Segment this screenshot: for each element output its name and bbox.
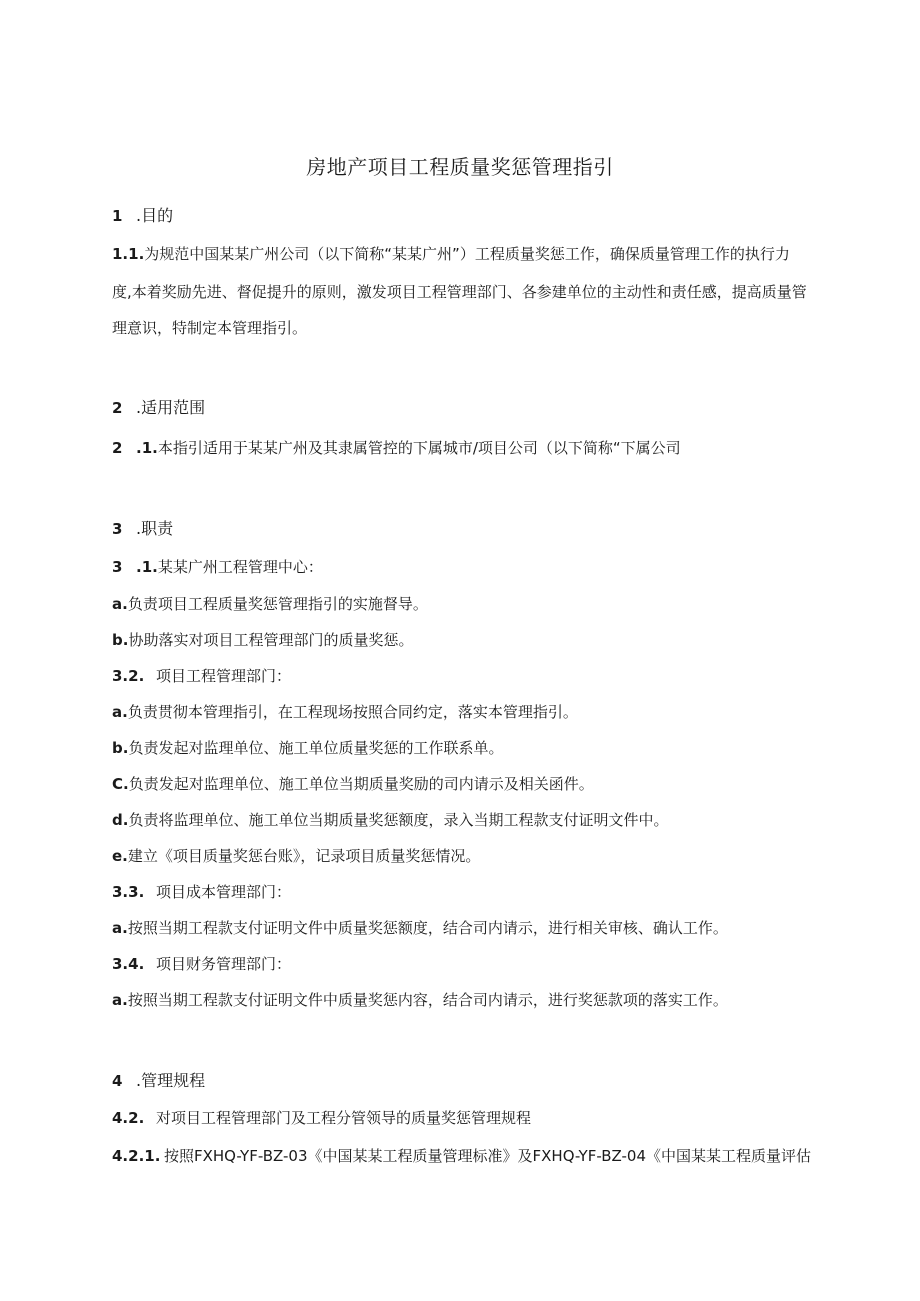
list-item-3-1-a — [112, 594, 428, 614]
section-3-heading — [112, 519, 173, 539]
list-item-3-4-a — [112, 990, 728, 1010]
item-marker: d. — [112, 811, 129, 829]
item-marker: b. — [112, 739, 129, 757]
section-number: 4 — [112, 1072, 123, 1090]
clause-number: 4.2. — [112, 1109, 145, 1127]
item-marker: e. — [112, 847, 128, 865]
section-heading: .适用范围 — [136, 398, 206, 417]
paragraph-text: 某某广州工程管理中心： — [157, 558, 323, 576]
clause-number: 3.4. — [112, 955, 145, 973]
paragraph-text: 本指引适用于某某广州及其隶属管控的下属城市/项目公司（以下简称“下属公司 — [157, 439, 681, 457]
paragraph-2-1 — [112, 438, 681, 458]
section-heading: .职责 — [136, 519, 174, 538]
paragraph-3-3 — [112, 882, 291, 902]
item-marker: a. — [112, 991, 128, 1009]
list-item-3-2-b — [112, 738, 503, 758]
item-marker: a. — [112, 595, 128, 613]
paragraph-3-4 — [112, 954, 291, 974]
section-number: 3 — [112, 520, 123, 538]
list-item-3-2-a — [112, 702, 578, 722]
list-item-3-1-b — [112, 630, 413, 650]
section-heading: .目的 — [136, 206, 174, 225]
paragraph-text: 项目成本管理部门： — [156, 883, 292, 901]
section-heading: .管理规程 — [136, 1071, 206, 1090]
item-text: 负责发起对监理单位、施工单位质量奖惩的工作联系单。 — [128, 739, 504, 757]
clause-number: 2 — [112, 439, 123, 457]
paragraph-1-1-line-1 — [112, 244, 790, 264]
clause-number: 4.2.1. — [112, 1147, 161, 1165]
paragraph-text: 项目财务管理部门： — [156, 955, 292, 973]
item-text: 按照当期工程款支付证明文件中质量奖惩内容，结合司内请示，进行奖惩款项的落实工作。 — [127, 991, 728, 1009]
clause-number: 3.3. — [112, 883, 145, 901]
document-title: 房地产项目工程质量奖惩管理指引 — [306, 155, 614, 179]
item-marker: b. — [112, 631, 129, 649]
item-text: 建立《项目质量奖惩台账》，记录项目质量奖惩情况。 — [127, 847, 481, 865]
paragraph-1-1-line-3: 理意识，特制定本管理指引。 — [112, 319, 308, 337]
paragraph-text: 项目工程管理部门： — [156, 667, 292, 685]
list-item-3-2-c — [112, 774, 594, 794]
clause-sub-number: .1. — [136, 439, 158, 457]
item-text: 负责将监理单位、施工单位当期质量奖惩额度，录入当期工程款支付证明文件中。 — [128, 811, 669, 829]
paragraph-1-1-line-2: 度,本着奖励先进、督促提升的原则，激发项目工程管理部门、各参建单位的主动性和责任感，提高质量管 — [112, 283, 807, 301]
item-text: 协助落实对项目工程管理部门的质量奖惩。 — [128, 631, 414, 649]
list-item-3-2-d — [112, 810, 668, 830]
clause-sub-number: .1. — [136, 558, 158, 576]
item-text: 负责项目工程质量奖惩管理指引的实施督导。 — [127, 595, 428, 613]
section-4-heading — [112, 1071, 205, 1091]
paragraph-3-2 — [112, 666, 291, 686]
paragraph-4-2 — [112, 1108, 531, 1128]
item-text: 按照当期工程款支付证明文件中质量奖惩额度，结合司内请示，进行相关审核、确认工作。 — [127, 919, 728, 937]
item-marker: C. — [112, 775, 129, 793]
item-text: 负责贯彻本管理指引，在工程现场按照合同约定，落实本管理指引。 — [127, 703, 578, 721]
section-2-heading — [112, 398, 205, 418]
section-1-heading — [112, 206, 173, 226]
paragraph-3-1 — [112, 557, 323, 577]
list-item-3-3-a — [112, 918, 728, 938]
paragraph-text: 按照FXHQ-YF-BZ-03《中国某某工程质量管理标准》及FXHQ-YF-BZ-04《中国某某工程质量评估 — [164, 1147, 812, 1165]
clause-number: 3.2. — [112, 667, 145, 685]
item-text: 负责发起对监理单位、施工单位当期质量奖励的司内请示及相关函件。 — [128, 775, 594, 793]
paragraph-text: 对项目工程管理部门及工程分管领导的质量奖惩管理规程 — [156, 1109, 532, 1127]
list-item-3-2-e — [112, 846, 480, 866]
paragraph-text: 为规范中国某某广州公司（以下简称“某某广州”）工程质量奖惩工作，确保质量管理工作的执行力 — [144, 245, 790, 263]
item-marker: a. — [112, 703, 128, 721]
section-number: 2 — [112, 399, 123, 417]
clause-number: 3 — [112, 558, 123, 576]
paragraph-4-2-1 — [112, 1146, 811, 1166]
item-marker: a. — [112, 919, 128, 937]
clause-number: 1.1. — [112, 245, 145, 263]
section-number: 1 — [112, 207, 123, 225]
